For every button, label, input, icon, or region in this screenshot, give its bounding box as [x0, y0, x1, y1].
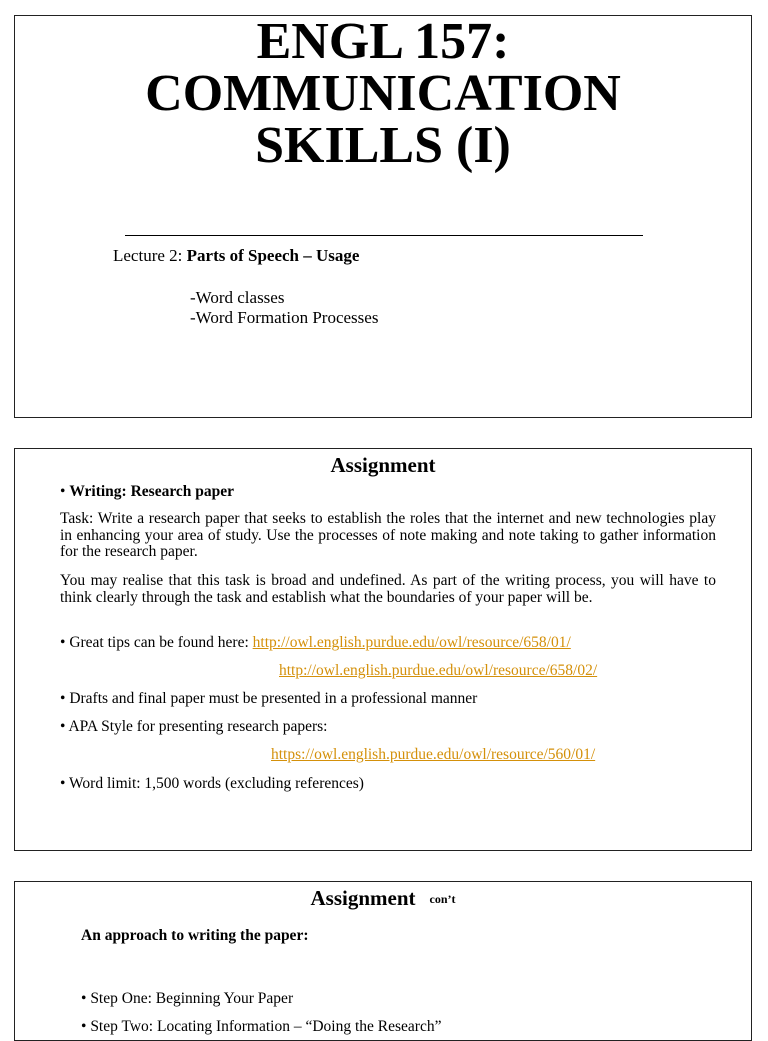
bullet-research-paper	[60, 483, 234, 501]
slide-assignment-cont	[14, 881, 752, 1041]
course-title-line-1: ENGL 157:	[256, 13, 510, 70]
title-divider	[125, 235, 643, 236]
bullet-label: Writing: Research paper	[69, 483, 235, 500]
lecture-topic: Parts of Speech – Usage	[186, 246, 360, 265]
scope-paragraph: You may realise that this task is broad and undefined. As part of the writing process, you will have to think clearly through the task and establish what the boundaries of your paper will be.	[60, 572, 716, 606]
bullet-tips	[60, 634, 571, 652]
bullet-icon: •	[60, 483, 66, 500]
approach-text: An approach to writing the paper:	[81, 927, 309, 944]
bullet-icon: •	[60, 634, 66, 651]
step-two-text: Step Two: Locating Information – “Doing the Research”	[90, 1018, 442, 1035]
apa-link[interactable]: https://owl.english.purdue.edu/owl/resource/560/01/	[271, 746, 596, 763]
subtopic-item: -Word classes	[190, 288, 285, 307]
heading-text: Assignment	[310, 886, 416, 910]
slide-heading	[15, 886, 751, 911]
bullet-drafts	[60, 690, 477, 708]
approach-heading	[81, 927, 308, 945]
heading-suffix: con’t	[429, 892, 456, 906]
task-paragraph: Task: Write a research paper that seeks to establish the roles that the internet and new technologies play in enhancing your area of study. Use the processes of note making and note taking to gather information for the research paper.	[60, 510, 716, 560]
slide-assignment	[14, 448, 752, 851]
course-title-line-3: SKILLS (I)	[255, 117, 511, 174]
tips-link-1[interactable]: http://owl.english.purdue.edu/owl/resource/658/01/	[252, 634, 571, 651]
bullet-apa	[60, 718, 327, 736]
bullet-icon: •	[81, 1018, 87, 1035]
drafts-text: Drafts and final paper must be presented in a professional manner	[69, 690, 478, 707]
apa-label: APA Style for presenting research papers:	[68, 718, 328, 735]
lecture-line	[113, 246, 359, 266]
lecture-subtopics	[190, 288, 378, 328]
bullet-step-two	[81, 1018, 441, 1036]
lecture-prefix: Lecture 2:	[113, 246, 187, 265]
bullet-icon: •	[60, 690, 66, 707]
bullet-icon: •	[60, 775, 66, 792]
apa-link-line	[271, 746, 595, 764]
slide-title	[14, 15, 752, 418]
tips-link-2-line	[279, 662, 597, 680]
step-one-text: Step One: Beginning Your Paper	[90, 990, 294, 1007]
course-title	[15, 13, 751, 174]
bullet-icon: •	[60, 718, 66, 735]
bullet-icon: •	[81, 990, 87, 1007]
slide-heading: Assignment	[330, 453, 436, 477]
course-title-line-2: COMMUNICATION	[145, 65, 621, 122]
subtopic-item: -Word Formation Processes	[190, 308, 379, 327]
tips-label: Great tips can be found here:	[69, 634, 253, 651]
tips-link-2[interactable]: http://owl.english.purdue.edu/owl/resource/658/02/	[279, 662, 598, 679]
word-limit-text: Word limit: 1,500 words (excluding references)	[69, 775, 364, 792]
bullet-step-one	[81, 990, 293, 1008]
bullet-word-limit	[60, 775, 364, 793]
